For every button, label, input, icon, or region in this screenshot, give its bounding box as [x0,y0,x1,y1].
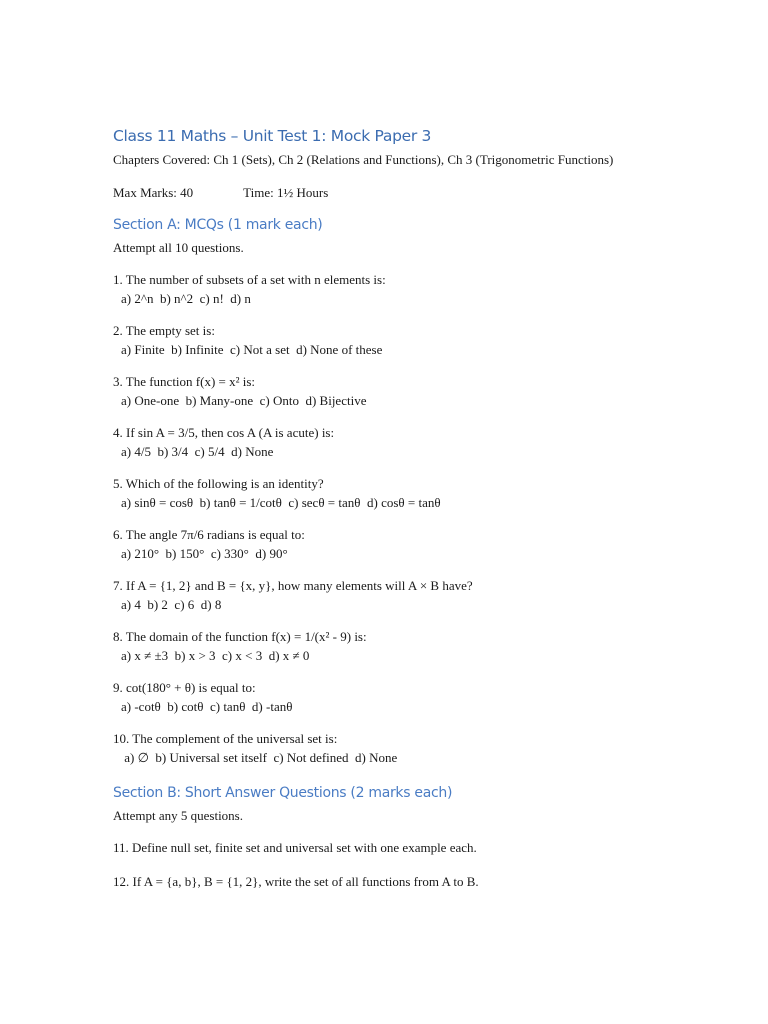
question-text: 8. The domain of the function f(x) = 1/(x² - 9) is: [113,629,367,644]
mcq-question [113,372,633,410]
question-options: a) ∅ b) Universal set itself c) Not defined d) None [121,750,398,765]
section-b-heading: Section B: Short Answer Questions (2 marks each) [113,785,453,801]
mcq-question [113,525,633,563]
mcq-question [113,423,633,461]
question-text: 5. Which of the following is an identity? [113,476,324,491]
mcq-question [113,729,633,767]
question-options: a) Finite b) Infinite c) Not a set d) None of these [121,342,383,357]
question-text: 7. If A = {1, 2} and B = {x, y}, how many elements will A × B have? [113,578,473,593]
question-options: a) sinθ = cosθ b) tanθ = 1/cotθ c) secθ = tanθ d) cosθ = tanθ [121,495,441,510]
question-options: a) 4 b) 2 c) 6 d) 8 [121,597,222,612]
question-options: a) -cotθ b) cotθ c) tanθ d) -tanθ [121,699,293,714]
question-text: 2. The empty set is: [113,323,215,338]
mcq-question [113,474,633,512]
short-answer-question: 12. If A = {a, b}, B = {1, 2}, write the set of all functions from A to B. [113,874,479,889]
section-a-heading: Section A: MCQs (1 mark each) [113,217,323,233]
question-options: a) One-one b) Many-one c) Onto d) Bijective [121,393,367,408]
chapters-covered: Chapters Covered: Ch 1 (Sets), Ch 2 (Relations and Functions), Ch 3 (Trigonometric Functions) [113,152,614,167]
time-allowed: Time: 1½ Hours [243,185,329,200]
max-marks: Max Marks: 40 [113,185,194,200]
page-title: Class 11 Maths – Unit Test 1: Mock Paper 3 [113,127,432,145]
mcq-question [113,321,633,359]
mcq-question [113,678,633,716]
section-b-instruction: Attempt any 5 questions. [113,808,243,823]
mcq-question [113,270,633,308]
marks-time-line [113,183,633,202]
question-options: a) 2^n b) n^2 c) n! d) n [121,291,251,306]
question-text: 10. The complement of the universal set is: [113,731,338,746]
question-options: a) x ≠ ±3 b) x > 3 c) x < 3 d) x ≠ 0 [121,648,310,663]
question-text: 9. cot(180° + θ) is equal to: [113,680,256,695]
short-answer-question: 11. Define null set, finite set and universal set with one example each. [113,840,477,855]
question-options: a) 210° b) 150° c) 330° d) 90° [121,546,288,561]
document-page [113,126,633,906]
question-text: 4. If sin A = 3/5, then cos A (A is acute) is: [113,425,335,440]
mcq-question [113,627,633,665]
question-options: a) 4/5 b) 3/4 c) 5/4 d) None [121,444,274,459]
question-text: 3. The function f(x) = x² is: [113,374,256,389]
section-a-instruction: Attempt all 10 questions. [113,240,244,255]
mcq-question [113,576,633,614]
question-text: 1. The number of subsets of a set with n elements is: [113,272,386,287]
question-text: 6. The angle 7π/6 radians is equal to: [113,527,305,542]
